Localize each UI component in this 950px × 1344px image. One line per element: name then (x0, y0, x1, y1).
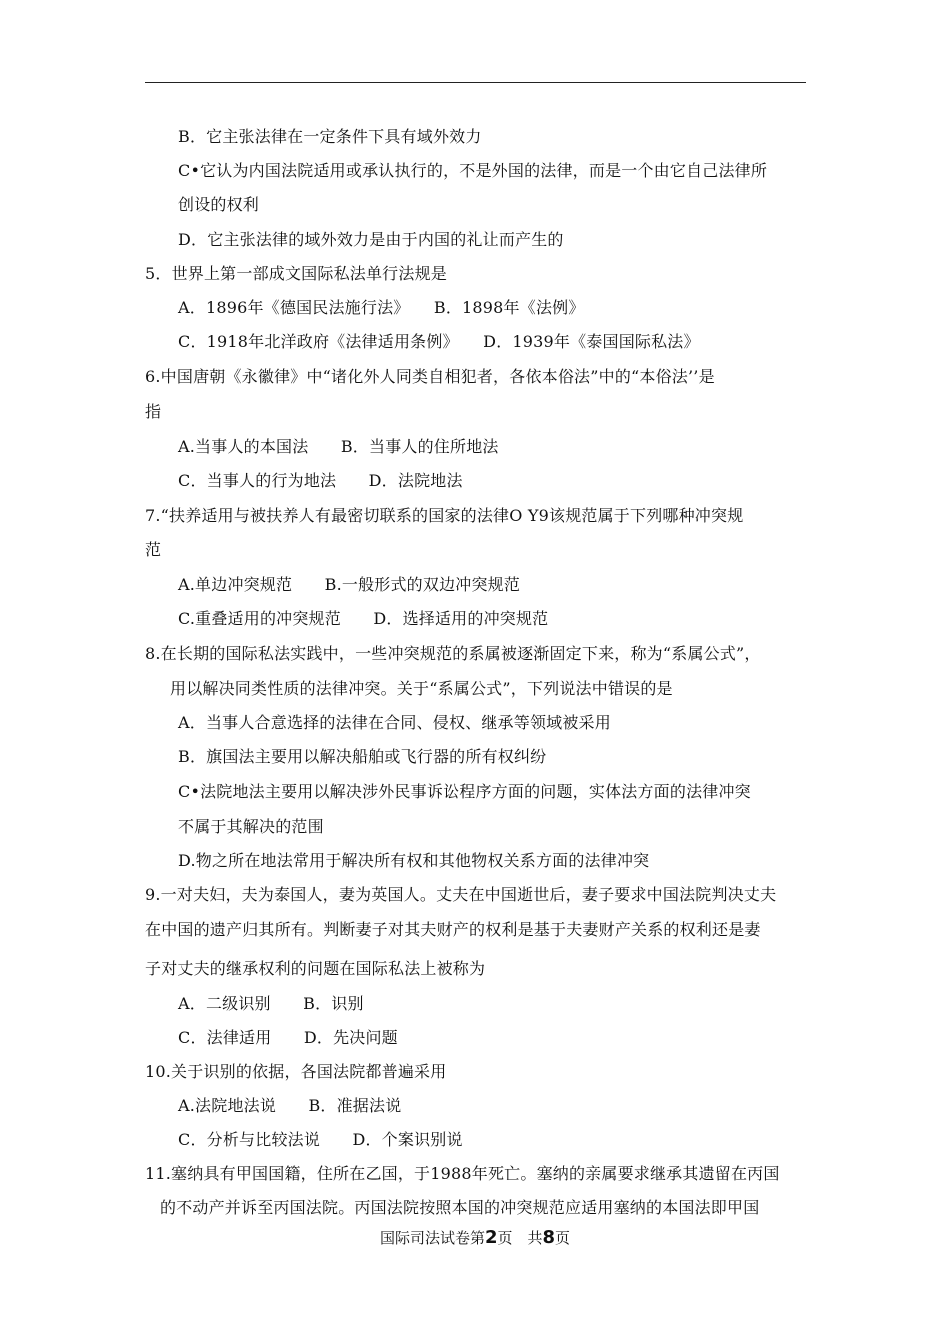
options-5ab: A．1896年《德国民法施行法》 B．1898年《法例》 (178, 298, 585, 317)
footer-suffix: 页 (555, 1229, 571, 1247)
options-10ab: A.法院地法说 B．准据法说 (178, 1096, 402, 1115)
option-8c-cont: 不属于其解决的范围 (178, 817, 324, 836)
options-6ab: A.当事人的本国法 B．当事人的住所地法 (178, 437, 499, 456)
footer-mid: 页 共 (497, 1229, 543, 1247)
option-4c-cont: 创设的权利 (178, 195, 260, 214)
question-8-cont: 用以解决同类性质的法律冲突。关于“系属公式”，下列说法中错误的是 (170, 679, 673, 698)
question-11: 11.塞纳具有甲国国籍，住所在乙国，于1988年死亡。塞纳的亲属要求继承其遗留在丙国 (145, 1164, 780, 1183)
option-8b: B．旗国法主要用以解决船舶或飞行器的所有权纠纷 (178, 747, 547, 766)
question-7-cont: 范 (145, 540, 162, 559)
footer-page-number: 2 (484, 1227, 498, 1248)
footer-prefix: 国际司法试卷第 (379, 1229, 485, 1247)
page-footer (0, 1228, 950, 1248)
question-9-cont2: 子对丈夫的继承权利的问题在国际私法上被称为 (145, 959, 486, 978)
option-8a: A．当事人合意选择的法律在合同、侵权、继承等领域被采用 (178, 713, 611, 732)
option-4c: C•它认为内国法院适用或承认执行的，不是外国的法律，而是一个由它自己法律所 (178, 161, 768, 180)
question-5: 5．世界上第一部成文国际私法单行法规是 (145, 264, 447, 283)
option-8d: D.物之所在地法常用于解决所有权和其他物权关系方面的法律冲突 (178, 851, 650, 870)
footer-total-pages: 8 (542, 1227, 556, 1248)
options-9ab: A．二级识别 B．识别 (178, 994, 364, 1013)
options-7cd: C.重叠适用的冲突规范 D．选择适用的冲突规范 (178, 609, 549, 628)
question-10: 10.关于识别的依据，各国法院都普遍采用 (145, 1062, 447, 1081)
option-4b: B．它主张法律在一定条件下具有域外效力 (178, 127, 482, 146)
question-9: 9.一对夫妇，夫为泰国人，妻为英国人。丈夫在中国逝世后，妻子要求中国法院判决丈夫 (145, 885, 777, 904)
header-rule (145, 82, 806, 83)
question-11-cont: 的不动产并诉至丙国法院。丙国法院按照本国的冲突规范应适用塞纳的本国法即甲国 (160, 1198, 760, 1217)
options-5cd: C．1918年北洋政府《法律适用条例》 D．1939年《泰国国际私法》 (178, 332, 700, 351)
option-4d: D．它主张法律的域外效力是由于内国的礼让而产生的 (178, 230, 564, 249)
question-6-cont: 指 (145, 402, 162, 421)
options-10cd: C．分析与比较法说 D．个案识别说 (178, 1130, 463, 1149)
option-8c: C•法院地法主要用以解决涉外民事诉讼程序方面的问题，实体法方面的法律冲突 (178, 782, 751, 801)
options-9cd: C．法律适用 D．先决问题 (178, 1028, 398, 1047)
question-9-cont1: 在中国的遗产归其所有。判断妻子对其夫财产的权利是基于夫妻财产关系的权利还是妻 (145, 920, 761, 939)
options-6cd: C．当事人的行为地法 D．法院地法 (178, 471, 463, 490)
question-8: 8.在长期的国际私法实践中，一些冲突规范的系属被逐渐固定下来，称为“系属公式”， (145, 644, 761, 663)
options-7ab: A.单边冲突规范 B.一般形式的双边冲突规范 (178, 575, 521, 594)
question-7: 7.“扶养适用与被扶养人有最密切联系的国家的法律O Y9该规范属于下列哪种冲突规 (145, 506, 744, 525)
question-6: 6.中国唐朝《永徽律》中“诸化外人同类自相犯者，各依本俗法”中的“本俗法’’是 (145, 367, 715, 386)
